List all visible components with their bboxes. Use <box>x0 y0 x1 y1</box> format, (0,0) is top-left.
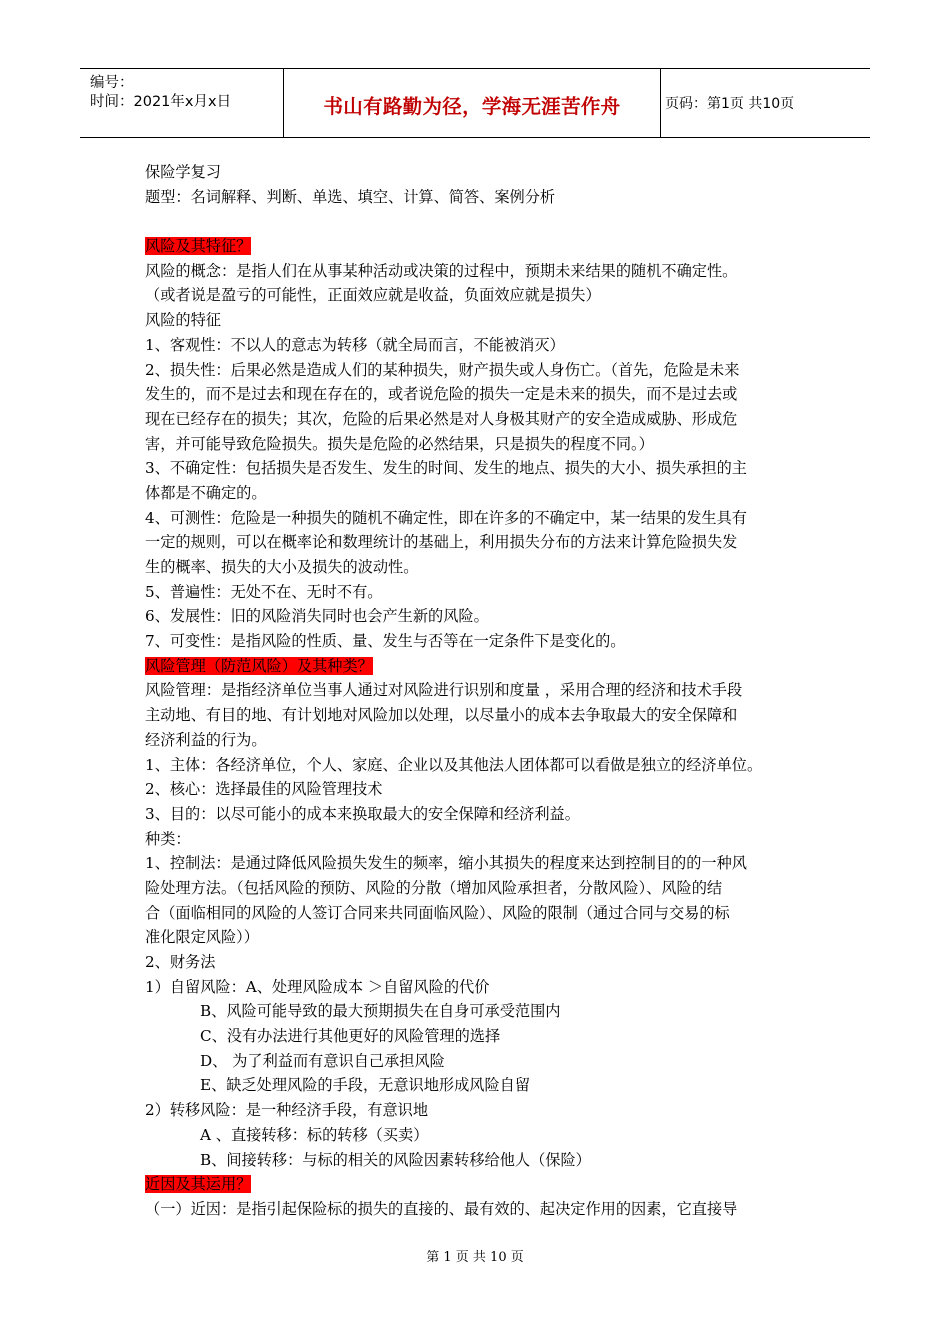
text-line-content: 2）转移风险：是一种经济手段，有意识地 <box>145 1101 429 1120</box>
section-heading <box>145 234 825 259</box>
text-line <box>145 333 825 358</box>
text-line <box>145 604 825 629</box>
text-line <box>145 160 825 185</box>
text-line-content: 3、不确定性：包括损失是否发生、发生的时间、发生的地点、损失的大小、损失承担的主 <box>145 459 747 478</box>
text-line <box>145 1049 825 1074</box>
text-line-content: 种类： <box>145 829 191 848</box>
text-line-content: 经济利益的行为。 <box>145 730 267 749</box>
text-line <box>145 678 825 703</box>
section-heading-text: 风险管理（防范风险）及其种类？ <box>145 656 373 675</box>
text-line <box>145 975 825 1000</box>
text-line-content: B、风险可能导致的最大预期损失在自身可承受范围内 <box>200 1002 561 1021</box>
text-line <box>145 876 825 901</box>
text-line-content: （或者说是盈亏的可能性，正面效应就是收益，负面效应就是损失） <box>145 286 601 305</box>
text-line <box>145 802 825 827</box>
header-meta <box>80 69 284 137</box>
text-line-content: 2、损失性：后果必然是造成人们的某种损失，财产损失或人身伤亡。（首先，危险是未来 <box>145 360 740 379</box>
text-line-content: 风险管理：是指经济单位当事人通过对风险进行识别和度量 ，采用合理的经济和技术手段 <box>145 681 743 700</box>
text-line <box>145 1123 825 1148</box>
footer-page-number: 第 1 页 共 10 页 <box>426 1250 524 1265</box>
text-line-content: 2、核心：选择最佳的风险管理技术 <box>145 780 383 799</box>
text-line-content: 题型：名词解释、判断、单选、填空、计算、简答、案例分析 <box>145 187 556 206</box>
text-line <box>145 432 825 457</box>
text-line-content: C、没有办法进行其他更好的风险管理的选择 <box>200 1027 501 1046</box>
text-line <box>145 481 825 506</box>
text-line-content: 5、普遍性：无处不在、无时不有。 <box>145 582 383 601</box>
text-line-content: （一）近因：是指引起保险标的损失的直接的、最有效的、起决定作用的因素，它直接导 <box>145 1199 738 1218</box>
text-line <box>145 382 825 407</box>
text-line <box>145 925 825 950</box>
text-line <box>145 358 825 383</box>
section-heading-text: 风险及其特征？ <box>145 237 252 256</box>
text-line <box>145 283 825 308</box>
text-line-content: 1、主体：各经济单位，个人、家庭、企业以及其他法人团体都可以看做是独立的经济单位。 <box>145 755 763 774</box>
text-line-content: 1、控制法：是通过降低风险损失发生的频率，缩小其损失的程度来达到控制目的的一种风 <box>145 854 747 873</box>
text-line <box>145 1098 825 1123</box>
text-line-content: 险处理方法。（包括风险的预防、风险的分散（增加风险承担者，分散风险）、风险的结 <box>145 878 723 897</box>
text-line <box>145 555 825 580</box>
text-line-content: 主动地、有目的地、有计划地对风险加以处理，以尽量小的成本去争取最大的安全保障和 <box>145 706 738 725</box>
text-line <box>145 901 825 926</box>
text-line <box>145 827 825 852</box>
text-line <box>145 999 825 1024</box>
text-line <box>145 259 825 284</box>
text-line <box>145 851 825 876</box>
text-line <box>145 407 825 432</box>
text-line-content: 7、可变性：是指风险的性质、量、发生与否等在一定条件下是变化的。 <box>145 632 626 651</box>
text-line-content: 2、财务法 <box>145 953 216 971</box>
time-label: 时间：2021年x月x日 <box>90 94 232 110</box>
text-line-content: D、 为了利益而有意识自己承担风险 <box>200 1051 445 1070</box>
text-line <box>145 209 825 234</box>
text-line <box>145 1148 825 1173</box>
text-line-content: 害，并可能导致危险损失。损失是危险的必然结果，只是损失的程度不同。） <box>145 434 654 453</box>
section-heading <box>145 654 825 679</box>
text-line <box>145 1197 825 1222</box>
section-heading-text: 近因及其运用？ <box>145 1175 252 1194</box>
text-line-content: 1、客观性：不以人的意志为转移（就全局而言，不能被消灭） <box>145 335 565 354</box>
text-line <box>145 777 825 802</box>
text-line <box>145 456 825 481</box>
text-line-content: 3、目的：以尽可能小的成本来换取最大的安全保障和经济利益。 <box>145 804 580 823</box>
text-line-content: 体都是不确定的。 <box>145 483 267 502</box>
text-line-content: A 、直接转移：标的转移（买卖） <box>200 1125 429 1144</box>
text-line-content: 合（面临相同的风险的人签订合同来共同面临风险）、风险的限制（通过合同与交易的标 <box>145 903 730 922</box>
header-page-info: 页码：第1页 共10页 <box>665 96 795 112</box>
text-line <box>145 753 825 778</box>
document-body <box>145 160 825 1222</box>
text-line <box>145 950 825 975</box>
page-header <box>80 68 870 138</box>
text-line <box>145 185 825 210</box>
text-line-content: 4、可测性：危险是一种损失的随机不确定性，即在许多的不确定中，某一结果的发生具有 <box>145 508 747 527</box>
text-line <box>145 629 825 654</box>
header-motto: 书山有路勤为径，学海无涯苦作舟 <box>284 69 661 137</box>
text-line <box>145 728 825 753</box>
text-line-content: B、间接转移：与标的相关的风险因素转移给他人（保险） <box>200 1150 591 1169</box>
section-heading <box>145 1172 825 1197</box>
text-line-content: 1）自留风险：A、处理风险成本 ＞自留风险的代价 <box>145 977 490 996</box>
text-line <box>145 703 825 728</box>
text-line-content: 保险学复习 <box>145 163 221 181</box>
text-line <box>145 308 825 333</box>
text-line <box>145 580 825 605</box>
text-line-content: 生的概率、损失的大小及损失的波动性。 <box>145 558 419 576</box>
text-line-content: 6、发展性：旧的风险消失同时也会产生新的风险。 <box>145 607 489 626</box>
text-line <box>145 1024 825 1049</box>
text-line-content: E、缺乏处理风险的手段，无意识地形成风险自留 <box>200 1076 531 1095</box>
text-line-content: 准化限定风险）） <box>145 928 259 947</box>
number-label: 编号： <box>90 75 134 91</box>
text-line-content: 发生的，而不是过去和现在存在的，或者说危险的损失一定是未来的损失，而不是过去或 <box>145 385 738 404</box>
page-footer <box>0 1246 950 1265</box>
text-line-content: 现在已经存在的损失；其次，危险的后果必然是对人身极其财产的安全造成威胁、形成危 <box>145 409 738 428</box>
text-line-content: 风险的特征 <box>145 311 221 330</box>
text-line-content: 风险的概念：是指人们在从事某种活动或决策的过程中，预期未来结果的随机不确定性。 <box>145 261 738 280</box>
text-line-content: 一定的规则，可以在概率论和数理统计的基础上，利用损失分布的方法来计算危险损失发 <box>145 533 738 552</box>
text-line <box>145 1073 825 1098</box>
text-line <box>145 506 825 531</box>
text-line <box>145 530 825 555</box>
